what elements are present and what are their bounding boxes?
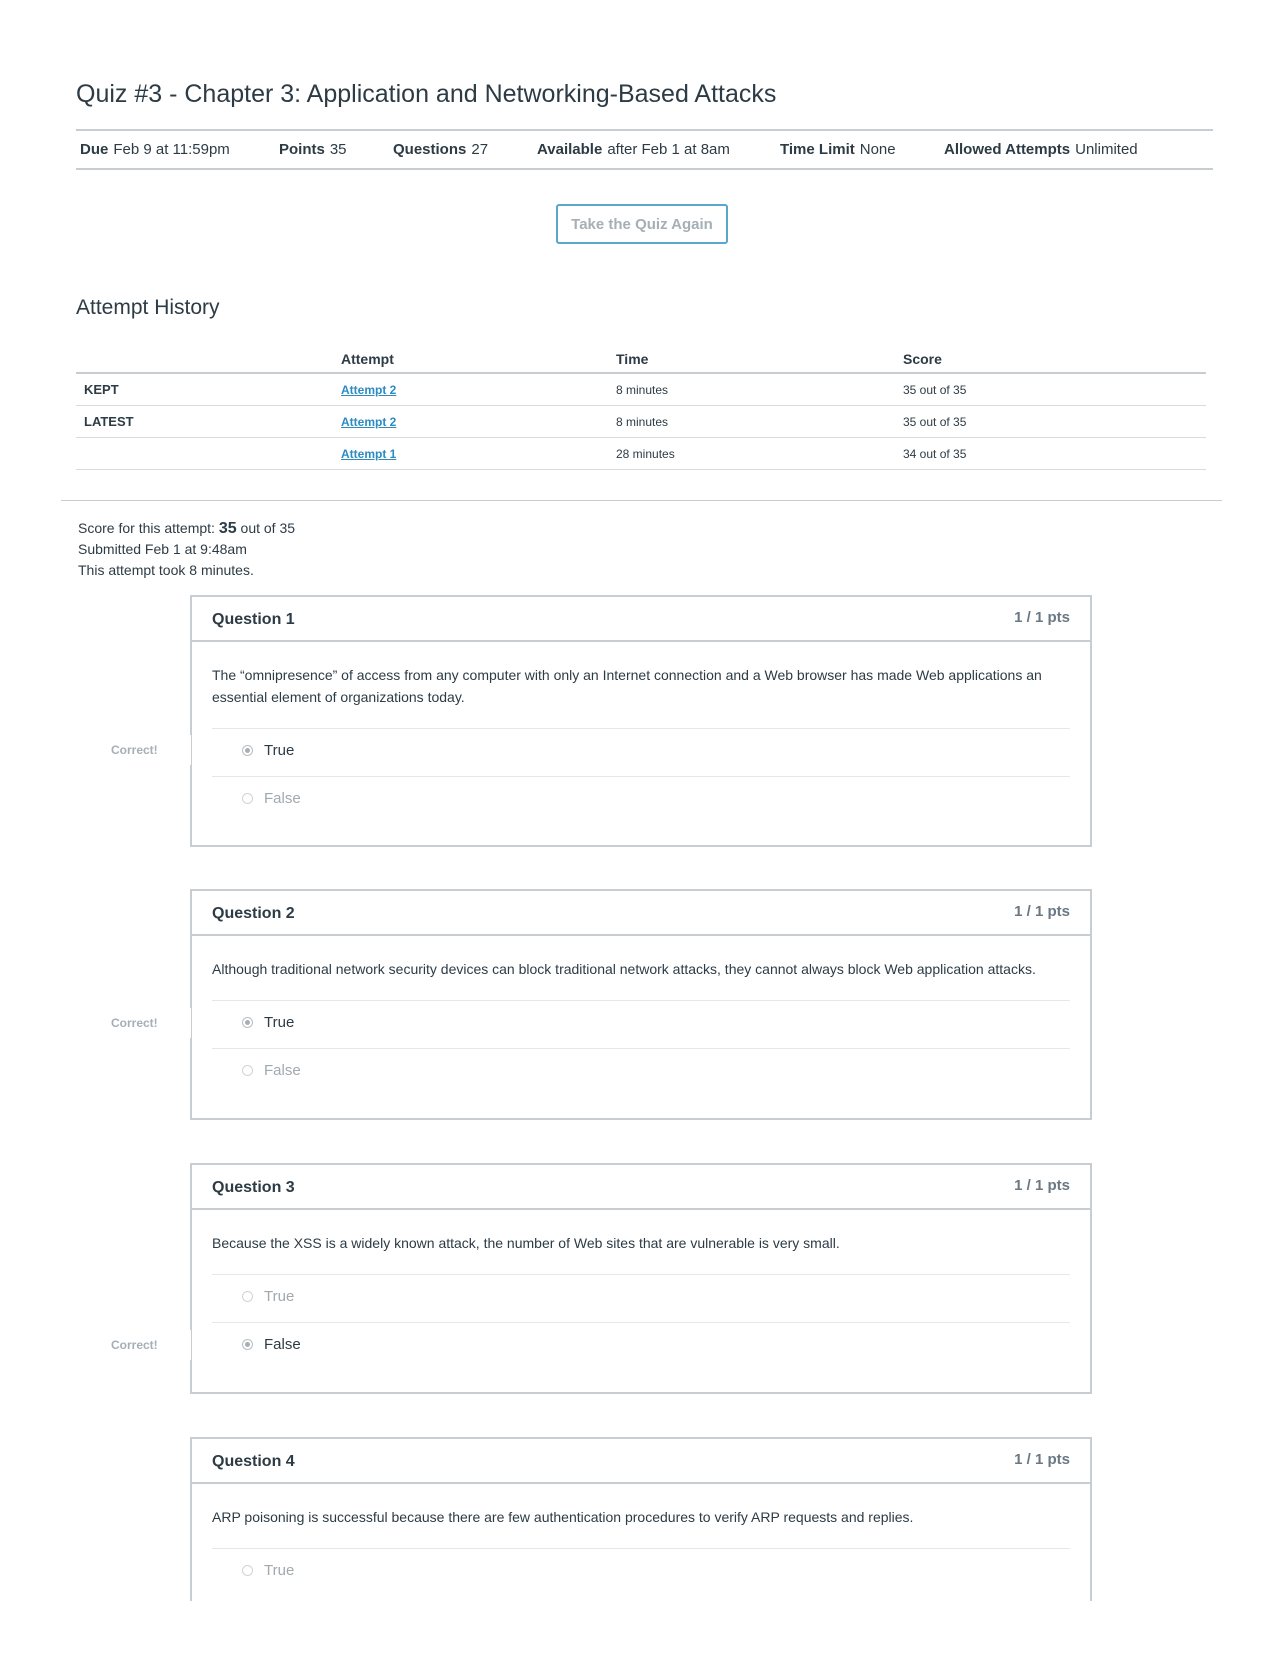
question-name: Question 2 [212, 905, 295, 922]
question-points: 1 / 1 pts [1014, 1177, 1070, 1194]
answer-list [212, 1000, 1070, 1096]
radio-empty-icon [242, 1291, 253, 1302]
question-header [192, 891, 1090, 936]
radio-empty-icon [242, 793, 253, 804]
answer-text: False [264, 790, 301, 807]
points-label: Points [279, 141, 325, 158]
answer-text: False [264, 1062, 301, 1079]
points-value: 35 [329, 141, 347, 158]
answer-list [212, 1274, 1070, 1370]
answer-list [212, 1548, 1070, 1596]
score-prefix: Score for this attempt: [78, 520, 215, 536]
feedback-marker [189, 1330, 191, 1360]
duration-line: This attempt took 8 minutes. [78, 562, 254, 578]
history-time: 8 minutes [616, 373, 903, 406]
feedback-marker [189, 1008, 191, 1038]
attempt-link[interactable]: Attempt 2 [341, 414, 397, 429]
question-header [192, 1439, 1090, 1484]
history-header-time: Time [616, 340, 903, 373]
history-header-score: Score [903, 340, 1206, 373]
answer-list [212, 728, 1070, 824]
attempt-summary [78, 518, 295, 581]
question-card [190, 595, 1092, 847]
correct-feedback-label: Correct! [111, 743, 158, 757]
question-points: 1 / 1 pts [1014, 1451, 1070, 1468]
radio-empty-icon [242, 1065, 253, 1076]
available-label: Available [537, 141, 603, 158]
history-row [76, 438, 1206, 470]
answer-option [212, 1274, 1070, 1322]
attempt-history-title: Attempt History [76, 296, 220, 319]
question-header [192, 1165, 1090, 1210]
question-card [190, 1163, 1092, 1394]
history-score: 34 out of 35 [903, 438, 1206, 470]
history-attempt-cell [341, 438, 616, 470]
answer-option [212, 728, 1070, 776]
history-score: 35 out of 35 [903, 373, 1206, 406]
history-score: 35 out of 35 [903, 406, 1206, 438]
answer-option [212, 776, 1070, 824]
answer-option [212, 1000, 1070, 1048]
feedback-marker [189, 735, 191, 765]
attempts-value: Unlimited [1075, 141, 1138, 158]
attempts-detail [944, 131, 1138, 168]
available-value: after Feb 1 at 8am [607, 141, 730, 158]
answer-text: True [264, 1014, 295, 1031]
correct-feedback-label: Correct! [111, 1016, 158, 1030]
history-header-blank [76, 340, 341, 373]
history-row-label: LATEST [76, 406, 341, 438]
attempt-history-table [76, 340, 1206, 470]
answer-text: False [264, 1336, 301, 1353]
attempt-link[interactable]: Attempt 1 [341, 446, 397, 461]
question-text: Because the XSS is a widely known attack, the number of Web sites that are vulnerable is very small. [212, 1235, 840, 1251]
question-name: Question 4 [212, 1453, 295, 1470]
question-text: ARP poisoning is successful because there are few authentication procedures to verify ARP requests and replies. [212, 1509, 914, 1525]
history-header-attempt: Attempt [341, 340, 616, 373]
radio-selected-icon [242, 1017, 253, 1028]
history-header-row [76, 340, 1206, 373]
available-detail [537, 131, 730, 168]
questions-value: 27 [471, 141, 489, 158]
questions-label: Questions [393, 141, 467, 158]
history-row-label [76, 438, 341, 470]
due-detail [80, 131, 230, 168]
answer-option [212, 1322, 1070, 1370]
radio-empty-icon [242, 1565, 253, 1576]
attempt-score-line [78, 518, 295, 539]
take-quiz-again-button[interactable]: Take the Quiz Again [556, 204, 728, 244]
history-attempt-cell [341, 406, 616, 438]
answer-text: True [264, 1288, 295, 1305]
answer-option [212, 1048, 1070, 1096]
question-points: 1 / 1 pts [1014, 903, 1070, 920]
attempt-link[interactable]: Attempt 2 [341, 382, 397, 397]
time-limit-value: None [859, 141, 896, 158]
due-label: Due [80, 141, 109, 158]
question-card [190, 889, 1092, 1120]
history-row [76, 373, 1206, 406]
quiz-details-bar [76, 129, 1213, 170]
time-limit-label: Time Limit [780, 141, 855, 158]
score-suffix: out of 35 [240, 520, 296, 536]
due-value: Feb 9 at 11:59pm [113, 141, 230, 158]
section-divider [61, 500, 1222, 501]
questions-detail [393, 131, 488, 168]
submitted-line: Submitted Feb 1 at 9:48am [78, 541, 247, 557]
question-header [192, 597, 1090, 642]
answer-text: True [264, 742, 295, 759]
history-row [76, 406, 1206, 438]
history-row-label: KEPT [76, 373, 341, 406]
correct-feedback-label: Correct! [111, 1338, 158, 1352]
points-detail [279, 131, 347, 168]
question-card [190, 1437, 1092, 1601]
question-text: Although traditional network security devices can block traditional network attacks, they cannot always block Web application attacks. [212, 961, 1036, 977]
time-limit-detail [780, 131, 896, 168]
radio-selected-icon [242, 745, 253, 756]
history-attempt-cell [341, 373, 616, 406]
question-name: Question 1 [212, 611, 295, 628]
answer-text: True [264, 1562, 295, 1579]
question-points: 1 / 1 pts [1014, 609, 1070, 626]
question-name: Question 3 [212, 1179, 295, 1196]
score-value: 35 [218, 520, 237, 537]
history-time: 28 minutes [616, 438, 903, 470]
attempts-label: Allowed Attempts [944, 141, 1071, 158]
question-text: The “omnipresence” of access from any computer with only an Internet connection and a Web browser has made Web applications an essential element of organizations today. [212, 667, 1042, 705]
answer-option [212, 1548, 1070, 1596]
radio-selected-icon [242, 1339, 253, 1350]
page-title: Quiz #3 - Chapter 3: Application and Networking-Based Attacks [76, 80, 777, 108]
history-time: 8 minutes [616, 406, 903, 438]
